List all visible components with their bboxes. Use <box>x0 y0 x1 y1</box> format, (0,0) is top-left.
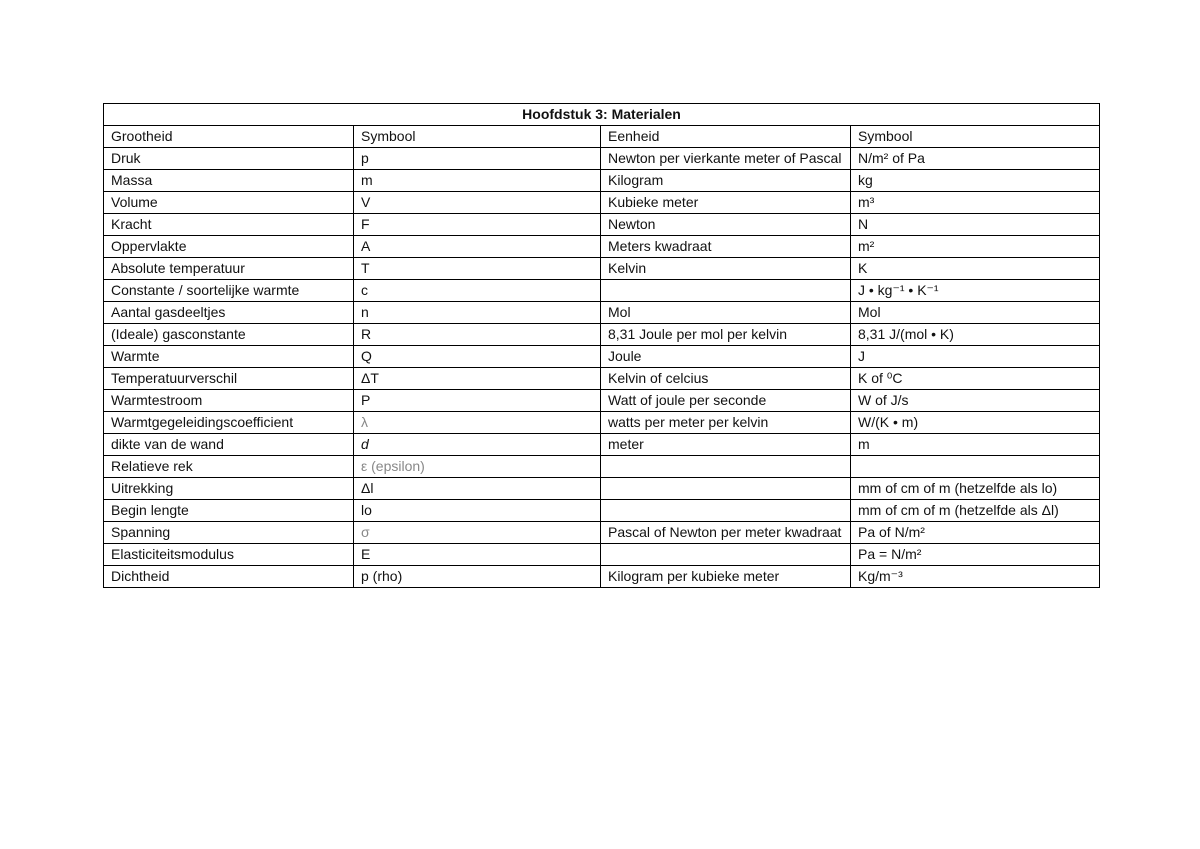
cell-symbool: ΔT <box>354 368 601 390</box>
cell-eenheid-symbool: K of ⁰C <box>851 368 1100 390</box>
table-row <box>104 566 1100 588</box>
cell-eenheid <box>601 280 851 302</box>
table-row <box>104 522 1100 544</box>
table-row <box>104 390 1100 412</box>
cell-symbool: E <box>354 544 601 566</box>
table-row <box>104 500 1100 522</box>
table-row <box>104 236 1100 258</box>
cell-grootheid: Dichtheid <box>104 566 354 588</box>
table-title-row <box>104 104 1100 126</box>
header-symbool: Symbool <box>354 126 601 148</box>
cell-grootheid: dikte van de wand <box>104 434 354 456</box>
cell-symbool: R <box>354 324 601 346</box>
cell-eenheid: Kubieke meter <box>601 192 851 214</box>
cell-eenheid: 8,31 Joule per mol per kelvin <box>601 324 851 346</box>
cell-grootheid: Temperatuurverschil <box>104 368 354 390</box>
cell-eenheid-symbool: kg <box>851 170 1100 192</box>
cell-eenheid: Kelvin <box>601 258 851 280</box>
cell-symbool: V <box>354 192 601 214</box>
cell-grootheid: Warmte <box>104 346 354 368</box>
table-row <box>104 544 1100 566</box>
header-eenheid: Eenheid <box>601 126 851 148</box>
cell-grootheid: Spanning <box>104 522 354 544</box>
cell-symbool: ε (epsilon) <box>354 456 601 478</box>
cell-eenheid-symbool: K <box>851 258 1100 280</box>
cell-eenheid <box>601 500 851 522</box>
cell-eenheid-symbool: m <box>851 434 1100 456</box>
cell-grootheid: Uitrekking <box>104 478 354 500</box>
cell-symbool: P <box>354 390 601 412</box>
cell-grootheid: Druk <box>104 148 354 170</box>
cell-symbool: lo <box>354 500 601 522</box>
cell-eenheid: Watt of joule per seconde <box>601 390 851 412</box>
table-row <box>104 148 1100 170</box>
table-header-row <box>104 126 1100 148</box>
table-row <box>104 434 1100 456</box>
cell-eenheid-symbool: m² <box>851 236 1100 258</box>
cell-grootheid: Kracht <box>104 214 354 236</box>
cell-symbool: c <box>354 280 601 302</box>
cell-grootheid: Aantal gasdeeltjes <box>104 302 354 324</box>
cell-eenheid: Kelvin of celcius <box>601 368 851 390</box>
cell-symbool: p <box>354 148 601 170</box>
cell-eenheid-symbool: Mol <box>851 302 1100 324</box>
cell-grootheid: Relatieve rek <box>104 456 354 478</box>
cell-eenheid: meter <box>601 434 851 456</box>
units-table <box>103 103 1100 588</box>
cell-eenheid: Kilogram <box>601 170 851 192</box>
cell-grootheid: Begin lengte <box>104 500 354 522</box>
cell-eenheid: Newton per vierkante meter of Pascal <box>601 148 851 170</box>
cell-symbool: p (rho) <box>354 566 601 588</box>
table-row <box>104 214 1100 236</box>
cell-eenheid: Kilogram per kubieke meter <box>601 566 851 588</box>
cell-eenheid-symbool <box>851 456 1100 478</box>
cell-grootheid: Massa <box>104 170 354 192</box>
cell-grootheid: Elasticiteitsmodulus <box>104 544 354 566</box>
cell-symbool: n <box>354 302 601 324</box>
table-row <box>104 192 1100 214</box>
cell-eenheid-symbool: m³ <box>851 192 1100 214</box>
table-row <box>104 302 1100 324</box>
cell-symbool: d <box>354 434 601 456</box>
cell-eenheid: Meters kwadraat <box>601 236 851 258</box>
cell-symbool: λ <box>354 412 601 434</box>
cell-symbool: F <box>354 214 601 236</box>
table-row <box>104 280 1100 302</box>
cell-eenheid: Joule <box>601 346 851 368</box>
cell-eenheid: watts per meter per kelvin <box>601 412 851 434</box>
cell-eenheid: Mol <box>601 302 851 324</box>
table-row <box>104 258 1100 280</box>
cell-symbool: Δl <box>354 478 601 500</box>
cell-eenheid-symbool: N/m² of Pa <box>851 148 1100 170</box>
cell-eenheid-symbool: mm of cm of m (hetzelfde als Δl) <box>851 500 1100 522</box>
table-title: Hoofdstuk 3: Materialen <box>104 104 1100 126</box>
cell-eenheid <box>601 544 851 566</box>
cell-eenheid-symbool: mm of cm of m (hetzelfde als lo) <box>851 478 1100 500</box>
cell-eenheid-symbool: Pa = N/m² <box>851 544 1100 566</box>
cell-eenheid-symbool: J • kg⁻¹ • K⁻¹ <box>851 280 1100 302</box>
cell-grootheid: Oppervlakte <box>104 236 354 258</box>
cell-eenheid: Newton <box>601 214 851 236</box>
cell-grootheid: Warmtgegeleidingscoefficient <box>104 412 354 434</box>
cell-eenheid-symbool: W/(K • m) <box>851 412 1100 434</box>
cell-eenheid-symbool: N <box>851 214 1100 236</box>
cell-eenheid-symbool: J <box>851 346 1100 368</box>
cell-grootheid: Warmtestroom <box>104 390 354 412</box>
cell-symbool: Q <box>354 346 601 368</box>
cell-eenheid <box>601 478 851 500</box>
cell-eenheid: Pascal of Newton per meter kwadraat <box>601 522 851 544</box>
header-eenheid-symbool: Symbool <box>851 126 1100 148</box>
cell-eenheid-symbool: Pa of N/m² <box>851 522 1100 544</box>
cell-symbool: σ <box>354 522 601 544</box>
table-row <box>104 368 1100 390</box>
cell-grootheid: Volume <box>104 192 354 214</box>
cell-symbool: m <box>354 170 601 192</box>
cell-symbool: T <box>354 258 601 280</box>
table-row <box>104 478 1100 500</box>
cell-grootheid: Absolute temperatuur <box>104 258 354 280</box>
cell-eenheid-symbool: W of J/s <box>851 390 1100 412</box>
cell-grootheid: (Ideale) gasconstante <box>104 324 354 346</box>
table-row <box>104 456 1100 478</box>
cell-eenheid-symbool: 8,31 J/(mol • K) <box>851 324 1100 346</box>
table-row <box>104 412 1100 434</box>
cell-symbool: A <box>354 236 601 258</box>
header-grootheid: Grootheid <box>104 126 354 148</box>
cell-eenheid-symbool: Kg/m⁻³ <box>851 566 1100 588</box>
cell-grootheid: Constante / soortelijke warmte <box>104 280 354 302</box>
table-row <box>104 170 1100 192</box>
cell-eenheid <box>601 456 851 478</box>
table-row <box>104 324 1100 346</box>
table-row <box>104 346 1100 368</box>
